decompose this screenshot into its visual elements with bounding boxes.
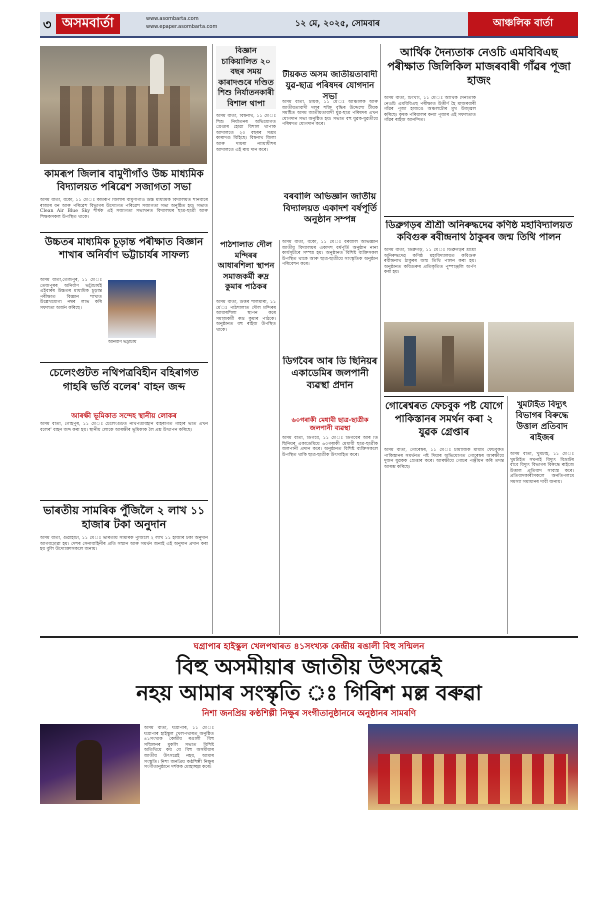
bihu-body-col1 xyxy=(40,808,140,886)
bihu-headline-2: নহয় আমাৰ সংস্কৃতি ঃ গিৰিশ মল্ল বৰুৱা xyxy=(136,681,482,705)
bharati-body: অসম বাৰ্তা, গুৱাহাটী, ১১ মে'ঃ ভাৰতীয় সামৰিক পুঁজিলৈ ২ লাখ ১১ হাজাৰ টকা অনুদান আগবঢ়োৱা হয়। দেশৰ সেনাবাহিনীৰ প্ৰতি সন্মান আৰু সমৰ্থন জনাই এই অনুদান প্ৰদান কৰা হয় বুলি উদ্যোক্তাসকলে জনায়। xyxy=(40,536,208,553)
goreswar-body: অসম বাৰ্তা, গোৰেশ্বৰ, ১১ মে'ঃ চামাজিক মাধ্যম ফেচবুকত পাকিস্তানৰ সমৰ্থনত পষ্ট দিয়াৰ অভিযোগত গোৰেশ্বৰ আৰক্ষীয়ে দুজন যুৱকক গ্ৰেপ্তাৰ কৰে। আৰক্ষীয়ে গোচৰ পঞ্জীয়ন কৰি তদন্ত আৰম্ভ কৰিছে। xyxy=(384,448,504,470)
majarbari-headline: আৰ্থিক দৈন্যতাক নেওচি এমবিবিএছ পৰীক্ষাত জিলিকিল মাজৰবাৰী গাঁৱৰ পূজা হাজং xyxy=(387,46,571,87)
hs-headline: উচ্চতৰ মাধ্যমিক চূড়ান্ত পৰীক্ষাত বিজ্ঞান শাখাৰ অনিৰ্বাণ ভট্টাচাৰ্যৰ সাফল্য xyxy=(44,237,204,261)
digboi-headline: ডিগবৈৰ আৰ ডি ছিনিয়ৰ একাডেমিৰ জলপানী ব্যৱস্থা প্ৰদান xyxy=(282,356,378,391)
bihu-body-4 xyxy=(368,814,470,886)
majarbari-body-right xyxy=(482,96,574,212)
chelengutoo-subhead: আৰক্ষী ভূমিকাত সন্দেহ স্থানীয় লোকৰ xyxy=(71,412,177,420)
yuva-body: অসম বাৰ্তা, টীয়ক, ১১ মে'ঃ আঞ্চলিক আৰু জাতীয়তাবাদী দলৰ শক্তি বৃদ্ধিৰ উদ্দেশ্যে টীয়ক সমষ্টিত অসম জাতীয়তাবাদী যুৱ-ছাত্ৰ পৰিষদৰ এখন যোগদান সভা অনুষ্ঠিত হয়। সভাত বহু যুৱক-যুৱতীয়ে পৰিষদত যোগদান কৰে। xyxy=(282,100,378,128)
kamrup-headline: কামৰূপ জিলাৰ বামুণীগাঁও উচ্চ মাধ্যমিক বিদ্যালয়ত পৰিৱেশ সজাগতা সভা xyxy=(44,169,204,193)
bihu-strip: ঘগ্ৰাপাৰ হাইস্কুল খেলপথাৰত ৪১সংখ্যক কেন্দ্ৰীয় ৰঙালী বিহু সন্মিলন xyxy=(193,642,425,652)
ceremony-photo xyxy=(488,322,574,392)
vigyan-headline: বিজ্ঞান চাকিয়ালিত ২০ বছৰ সময় কাৰাদণ্ডৰে দণ্ডিত শিশু নিৰ্যাতনকাৰী বিশাল থাপা xyxy=(217,46,275,108)
bharati-headline: ভাৰতীয় সামৰিক পুঁজিলৈ ২ লাখ ১১ হাজাৰ টকা অনুদান xyxy=(43,504,205,531)
bihu-body-3 xyxy=(292,726,364,886)
dibrugarh-body: অসম বাৰ্তা, ডিব্ৰুগড়, ১১ মে'ঃ ডিব্ৰুগড়ৰ শ্ৰীশ্ৰী অনিৰুদ্ধদেৱ কণিষ্ঠ মহাবিদ্যালয়ত কবিগুৰু ৰবীন্দ্ৰনাথ ঠাকুৰৰ জন্ম তিথি পালন কৰা হয়। অনুষ্ঠানত কবিগুৰুৰ প্ৰতিকৃতিত পুষ্পাঞ্জলি অৰ্পণ কৰা হয়। xyxy=(384,248,476,276)
digboi-subhead: ৬০গৰাকী মেধাবী ছাত্ৰ-ছাত্ৰীক জলপানী ব্যৱস্থা xyxy=(291,416,369,432)
bihu-headline-1: বিহু অসমীয়াৰ জাতীয় উৎসৱেই xyxy=(176,655,442,679)
dibrugarh-body-right xyxy=(482,248,574,318)
bihu-body-2 xyxy=(218,726,288,886)
masthead-logo: অসমবাৰ্তা xyxy=(56,14,120,34)
majarbari-body: অসম বাৰ্তা, টিংখাং, ১১ মে'ঃ আৰ্থিক দৈন্যতাক নেওচি এমবিবিএছ পৰীক্ষাত উত্তীৰ্ণ হৈ মাজৰবাৰী গাঁৱৰ পূজা হাজঙে অঞ্চলটোৰ মুখ উজ্জ্বল কৰিছে। কৃষক পৰিয়ালৰ কন্যা পূজাৰ এই সফলতাত গাঁৱৰ ৰাইজ আনন্দিত। xyxy=(384,96,476,124)
bodo-headline: বৰবালি অভিজ্ঞান জাতীয় বিদ্যালয়ত একাদশ বৰ্ষপূৰ্তি অনুষ্ঠান সম্পন্ন xyxy=(283,192,377,225)
pathsala-headline: পাঠশালাত দৌল মন্দিৰৰ আধাৰশিলা স্থাপন সমাজকৰ্মী ৰুদ্ৰ কুমাৰ পাঠকৰ xyxy=(217,240,275,291)
yuva-headline: টীয়কত অসম জাতীয়তাবাদী যুৱ-ছাত্ৰ পৰিষদৰ যোগদান সভা xyxy=(282,70,378,102)
anirban-photo xyxy=(108,280,156,338)
pathsala-body: অসম বাৰ্তা, উত্তৰ শালমাৰা, ১১ মে'ঃ পাঠশালাত দৌল মন্দিৰৰ আধাৰশিলা স্থাপন কৰে সমাজকৰ্মী ৰুদ্ৰ কুমাৰ পাঠকে। অনুষ্ঠানত বহু ৰাইজ উপস্থিত থাকে। xyxy=(216,300,276,333)
masthead xyxy=(40,12,578,38)
classroom-photo xyxy=(40,46,207,164)
electric-body: অসম বাৰ্তা, খুমটাই, ১১ মে'ঃ খুমটাইত সঘনাই বিদ্যুৎ বিভ্ৰাটৰ বাবে বিদ্যুৎ বিভাগৰ বিৰুদ্ধে ৰাইজে উত্তাল প্ৰতিবাদ সাব্যস্ত কৰে। প্ৰতিবাদকাৰীসকলে অনতিপলমে সমস্যা সমাধানৰ দাবী জনায়। xyxy=(510,452,574,485)
bihu-body: অসম বাৰ্তা, ঘগ্ৰাপাৰ, ১১ মে'ঃ ঘগ্ৰাপাৰ হাইস্কুল খেলপথাৰত অনুষ্ঠিত ৪১সংখ্যক কেন্দ্ৰীয় ৰঙালী বিহু সন্মিলনৰ মুকলি সভাত বিশিষ্ট অতিথিয়ে কয় যে বিহু অসমীয়াৰ জাতীয় উৎসৱেই নহয়, আমাৰ সংস্কৃতি। নিশা জনপ্ৰিয় কণ্ঠশিল্পী নিক্ষুৰ সংগীতানুষ্ঠানে দৰ্শকক মোহাচ্ছন্ন কৰে। xyxy=(144,726,214,771)
electric-headline: খুমটাইত বিদ্যুৎ বিভাগৰ বিৰুদ্ধে উত্তাল প্ৰতিবাদ ৰাইজৰ xyxy=(515,400,569,443)
dibrugarh-headline: ডিব্ৰুগড়ৰ শ্ৰীশ্ৰী অনিৰুদ্ধদেৱ কণিষ্ঠ মহাবিদ্যালয়ত কবিগুৰু ৰবীন্দ্ৰনাথ ঠাকুৰৰ জন্ম তিথি পালন xyxy=(385,220,573,243)
page-number: ৩ xyxy=(43,18,52,33)
hs-body: অসম বাৰ্তা,তেজপুৰ, ১১ মে'ঃ তেজপুৰৰ অনিৰ্বাণ ভট্টাচাৰ্যই এইবাৰৰ উচ্চতৰ মাধ্যমিক চূড়ান্ত পৰীক্ষাত বিজ্ঞান শাখাত উল্লেখযোগ্য নম্বৰ লাভ কৰি সফলতা অৰ্জন কৰিছে। xyxy=(40,278,102,311)
kamrup-body: অসম বাৰ্তা, বকো, ১১ মে'ঃ কামৰূপ জিলাৰ বামুণীগাঁও উচ্চ মাধ্যমিক বিদ্যালয়ত শনিবাৰে ৰাজ্যৰ বন আৰু পৰিৱেশ বিভাগৰ উদ্যোগত পৰিৱেশ সজাগতা সভা অনুষ্ঠিত হয়। সভাত Clean Air Blue Sky শীৰ্ষক এই সজাগতা সভাখনত বিদ্যালয়ৰ ছাত্ৰ-ছাত্ৰী আৰু শিক্ষকসকল উপস্থিত থাকে। xyxy=(40,198,208,220)
chelengutoo-body: অসম বাৰ্তা, গোহপুৰ, ১১ মে'ঃ চেলেংগুটত নথিপত্ৰবিহীন বহিৰাগত গাহৰি ভৰ্তি এখন বলেৰ' বাহন জব্দ কৰা হয়। স্থানীয় লোকে আৰক্ষীৰ ভূমিকাক লৈ প্ৰশ্ন উত্থাপন কৰিছে। xyxy=(40,422,208,433)
anirban-caption: অনিৰ্বাণ ভট্টাচাৰ্য xyxy=(108,340,137,345)
site-url[interactable]: www.asombarta.com xyxy=(146,16,199,22)
bihu-body-5 xyxy=(476,814,578,886)
section-label: আঞ্চলিক বাৰ্তা xyxy=(468,12,578,36)
epaper-url[interactable]: www.epaper.asombarta.com xyxy=(146,24,218,30)
singer-photo xyxy=(40,724,140,804)
hs-body-right xyxy=(160,280,208,356)
digboi-body: অসম বাৰ্তা, ডিগবৈ, ১১ মে'ঃ ডিগবৈৰ আৰ ডি ছিনিয়ৰ একাডেমিয়ে ৬০গৰাকী মেধাবী ছাত্ৰ-ছাত্ৰীক জলপানী প্ৰদান কৰে। অনুষ্ঠানত বিশিষ্ট ব্যক্তিসকলে উপস্থিত থাকি ছাত্ৰ-ছাত্ৰীক উৎসাহিত কৰে। xyxy=(282,436,378,458)
bodo-body: অসম বাৰ্তা, বকো, ১১ মে'ঃ বৰবালি অভিজ্ঞান জাতীয় বিদ্যালয়ৰ একাদশ বৰ্ষপূৰ্তি অনুষ্ঠান নানা কাৰ্যসূচীৰে সম্পন্ন হয়। অনুষ্ঠানত বিশিষ্ট ব্যক্তিসকল উপস্থিত থাকে আৰু ছাত্ৰ-ছাত্ৰীয়ে সাংস্কৃতিক অনুষ্ঠান পৰিবেশন কৰে। xyxy=(282,240,378,268)
chelengutoo-headline: চেলেংগুটত নথিপত্ৰবিহীন বহিৰাগত গাহৰি ভৰ্তি বলেৰ' বাহন জব্দ xyxy=(49,367,199,393)
bihu-subline: নিশা জনপ্ৰিয় কণ্ঠশিল্পী নিক্ষুৰ সংগীতানুষ্ঠানৰে অনুষ্ঠানৰ সামৰণি xyxy=(201,709,417,719)
bihu-dance-photo xyxy=(368,724,578,810)
issue-date: ১২ মে, ২০২৫, সোমবাৰ xyxy=(295,19,380,29)
arrest-photo xyxy=(384,322,484,392)
vigyan-body: অসম বাৰ্তা, বিশ্বনাথ, ১১ মে'ঃ শিশু নিৰ্যাতনৰ অভিযোগত গ্ৰেপ্তাৰ হোৱা বিশাল থাপাক আদালতে ২০ বছৰৰ সশ্ৰম কাৰাদণ্ড বিহিছে। বিশ্বনাথ জিলা আৰু দায়ৰা ন্যায়াধীশৰ আদালতে এই ৰায় দান কৰে। xyxy=(216,114,276,153)
goreswar-headline: গোৰেশ্বৰত ফেচবুক পষ্ট যোগে পাকিস্তানৰ সমৰ্থন কৰা ২ যুৱক গ্ৰেপ্তাৰ xyxy=(385,401,503,438)
